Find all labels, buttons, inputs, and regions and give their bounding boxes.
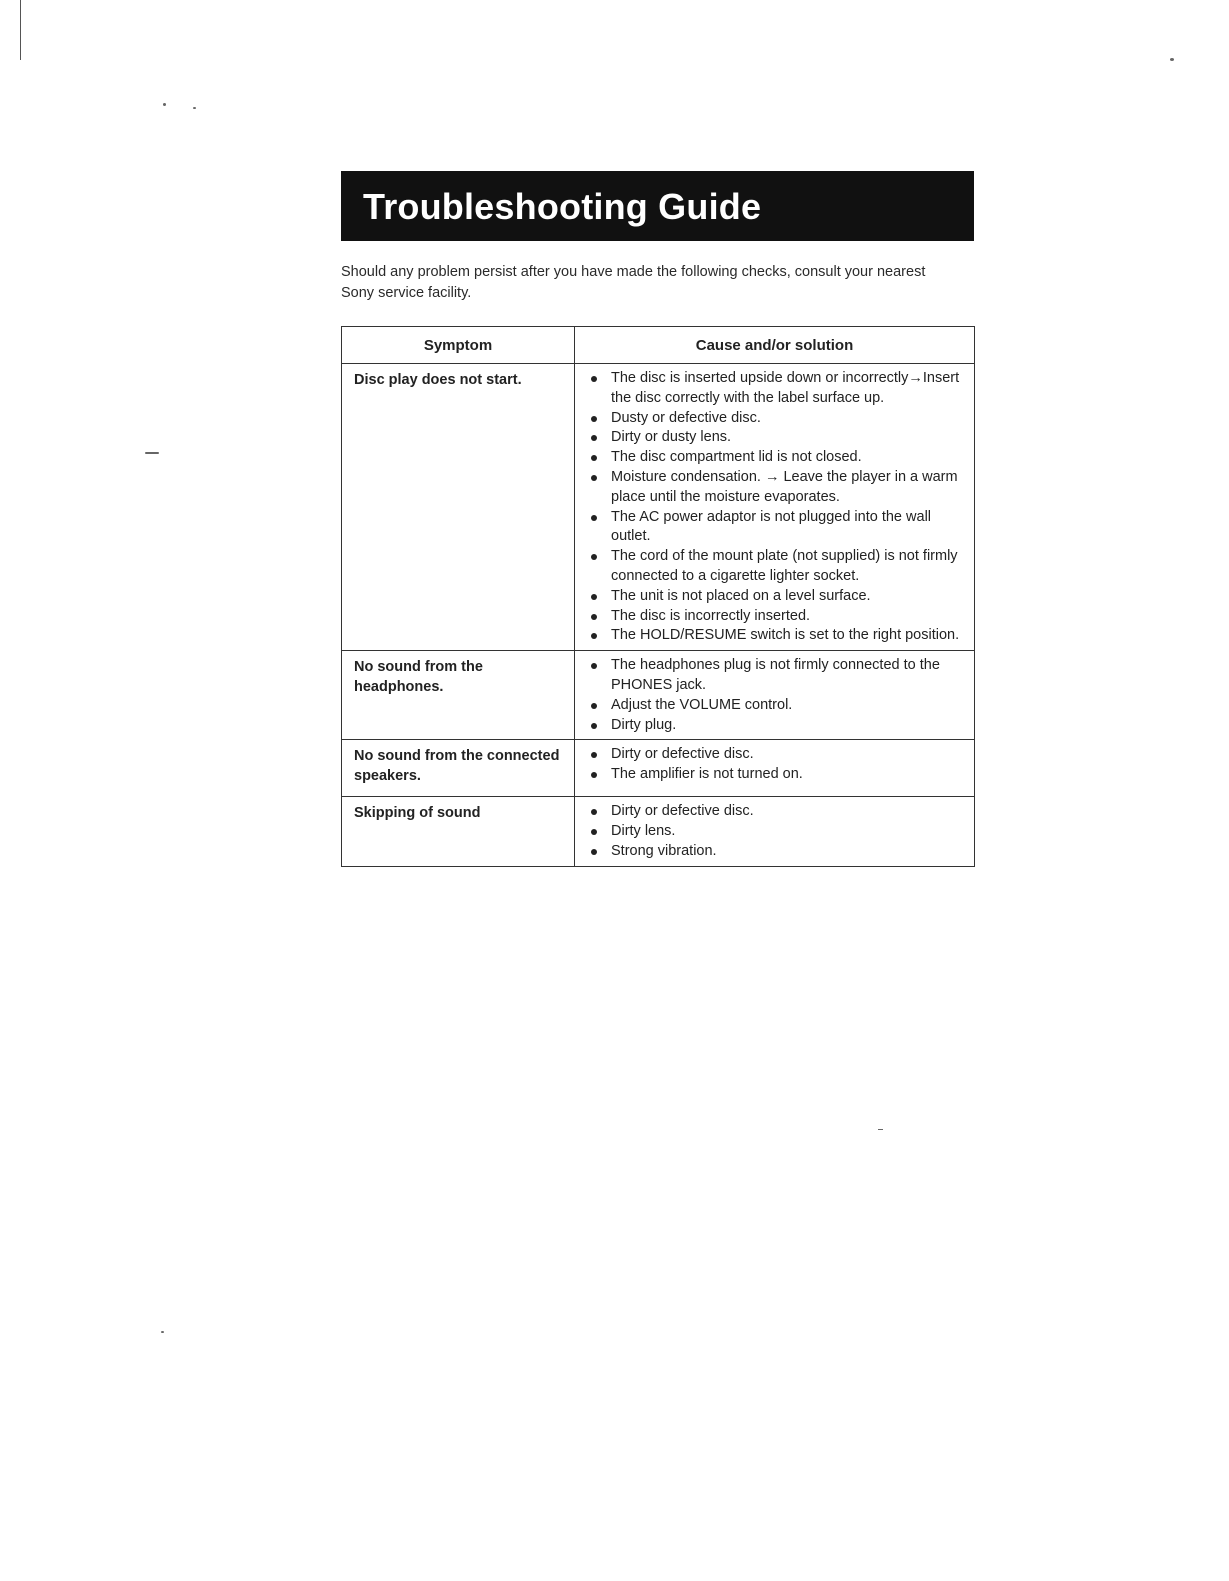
scan-edge-line [20, 0, 21, 60]
symptom-cell: No sound from the headphones. [342, 651, 575, 740]
title-banner [341, 171, 974, 241]
scan-speck [193, 107, 196, 109]
cause-item: The AC power adaptor is not plugged into the wall outlet. [589, 508, 962, 548]
scan-speck [145, 452, 159, 454]
cause-item: Dirty or defective disc. [589, 802, 962, 822]
table-row [342, 797, 975, 866]
symptom-cell: No sound from the connected speakers. [342, 740, 575, 797]
cause-item: Adjust the VOLUME control. [589, 696, 962, 716]
cause-cell [575, 797, 975, 866]
cause-item: The amplifier is not turned on. [589, 765, 962, 785]
cause-item: The HOLD/RESUME switch is set to the right position. [589, 626, 962, 646]
cause-list [589, 656, 962, 735]
cause-item: Strong vibration. [589, 842, 962, 862]
scan-speck [161, 1331, 164, 1333]
scan-speck [1170, 58, 1174, 61]
cause-item: Dusty or defective disc. [589, 409, 962, 429]
cause-item: The unit is not placed on a level surface. [589, 587, 962, 607]
cause-cell [575, 651, 975, 740]
cause-item: Dirty or dusty lens. [589, 428, 962, 448]
cause-item: Moisture condensation. → Leave the player in a warm place until the moisture evaporates. [589, 468, 962, 508]
table-header-row [342, 327, 975, 364]
cause-item: Dirty lens. [589, 822, 962, 842]
troubleshooting-table [341, 326, 975, 867]
cause-list [589, 802, 962, 861]
cause-cell [575, 740, 975, 797]
cause-item: The headphones plug is not firmly connected to the PHONES jack. [589, 656, 962, 696]
cause-item: The disc is inserted upside down or incorrectly→Insert the disc correctly with the label surface up. [589, 369, 962, 409]
cause-cell [575, 364, 975, 651]
symptom-cell: Disc play does not start. [342, 364, 575, 651]
symptom-column-header: Symptom [342, 327, 575, 364]
symptom-cell: Skipping of sound [342, 797, 575, 866]
cause-item: The disc is incorrectly inserted. [589, 607, 962, 627]
table-row [342, 740, 975, 797]
cause-item: Dirty plug. [589, 716, 962, 736]
scan-speck [878, 1129, 883, 1130]
cause-item: The cord of the mount plate (not supplied) is not firmly connected to a cigarette lighter socket. [589, 547, 962, 587]
page-title: Troubleshooting Guide [363, 186, 762, 227]
table-row [342, 364, 975, 651]
intro-paragraph: Should any problem persist after you have made the following checks, consult your nearest Sony service facility. [341, 264, 926, 301]
cause-item: Dirty or defective disc. [589, 745, 962, 765]
cause-list [589, 745, 962, 785]
cause-column-header: Cause and/or solution [575, 327, 975, 364]
scan-speck [163, 103, 166, 106]
cause-item: The disc compartment lid is not closed. [589, 448, 962, 468]
table-body [342, 364, 975, 867]
cause-list [589, 369, 962, 646]
table-row [342, 651, 975, 740]
